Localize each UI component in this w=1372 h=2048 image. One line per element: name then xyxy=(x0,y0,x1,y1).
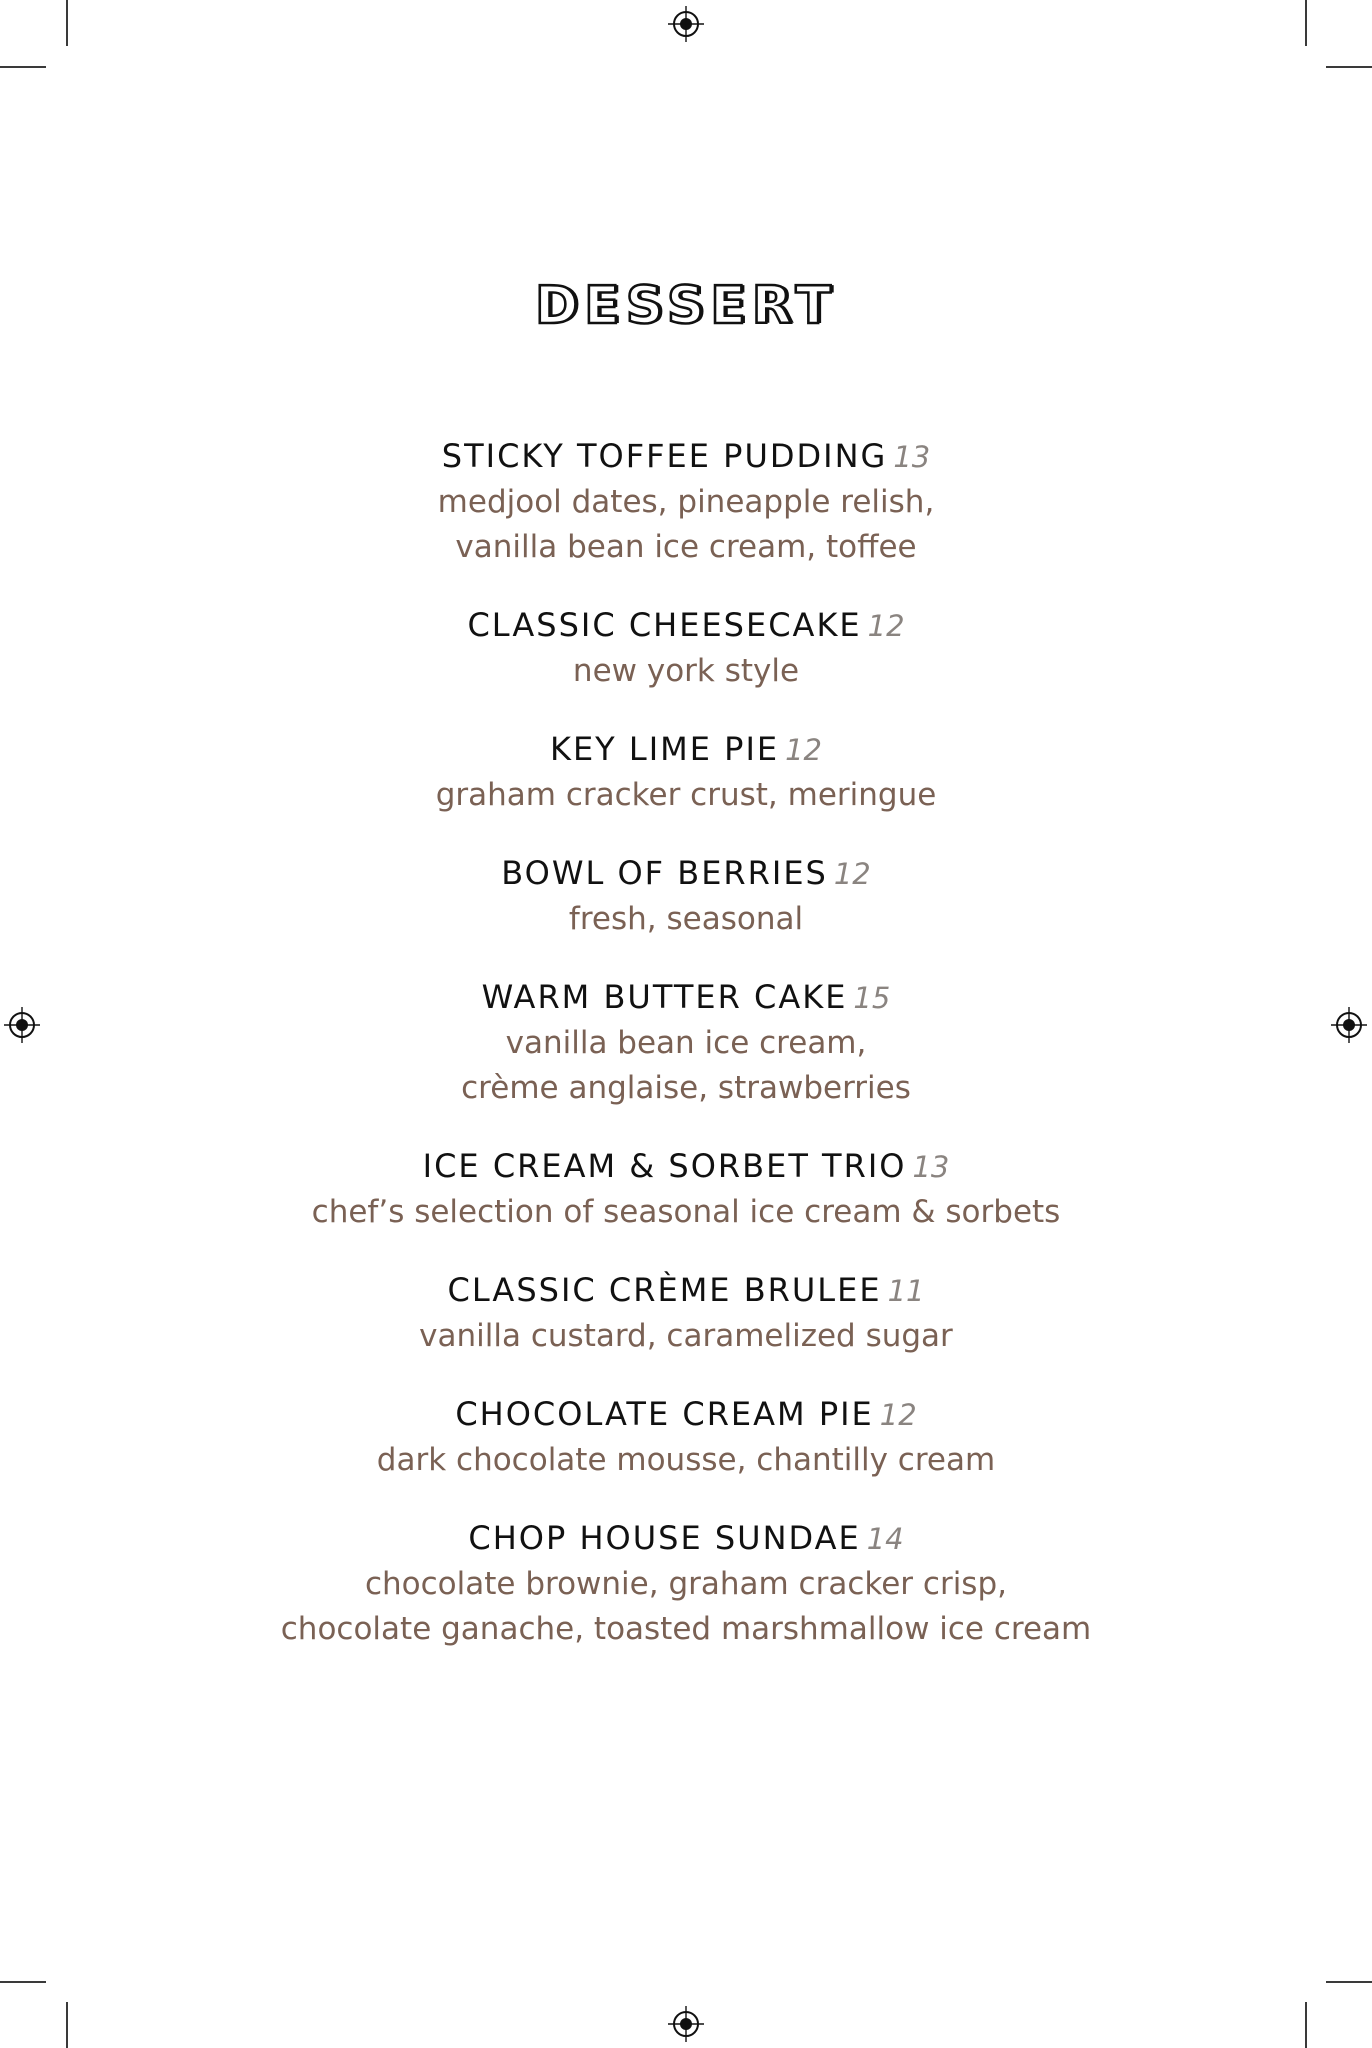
menu-item xyxy=(0,434,1372,570)
item-name: CLASSIC CRÈME BRULEE xyxy=(447,1271,882,1309)
crop-mark-icon xyxy=(1305,2002,1307,2048)
item-description: vanilla custard, caramelized sugar xyxy=(419,1318,953,1354)
item-price: 13 xyxy=(912,1150,950,1184)
item-description: graham cracker crust, meringue xyxy=(435,777,937,813)
item-name: CLASSIC CHEESECAKE xyxy=(467,606,862,644)
item-description: chef’s selection of seasonal ice cream & sorbets xyxy=(311,1194,1061,1230)
menu-item xyxy=(0,851,1372,942)
menu-item xyxy=(0,975,1372,1111)
item-price: 12 xyxy=(867,609,905,643)
crop-mark-icon xyxy=(0,1981,46,1983)
item-name: STICKY TOFFEE PUDDING xyxy=(441,437,888,475)
menu-item xyxy=(0,1268,1372,1359)
item-description: vanilla bean ice cream, toffee xyxy=(455,529,917,565)
page-title: DESSERT xyxy=(535,276,837,336)
registration-mark-icon xyxy=(668,2006,704,2042)
item-description: crème anglaise, strawberries xyxy=(461,1070,911,1106)
item-description: medjool dates, pineapple relish, xyxy=(437,484,935,520)
item-name: BOWL OF BERRIES xyxy=(501,854,828,892)
crop-mark-icon xyxy=(66,2002,68,2048)
item-price: 12 xyxy=(879,1398,917,1432)
item-name: KEY LIME PIE xyxy=(549,730,780,768)
item-description: fresh, seasonal xyxy=(568,901,804,937)
item-description: chocolate ganache, toasted marshmallow ice cream xyxy=(280,1611,1092,1647)
crop-mark-icon xyxy=(1326,1981,1372,1983)
item-price: 12 xyxy=(785,733,823,767)
menu-item xyxy=(0,603,1372,694)
item-name: WARM BUTTER CAKE xyxy=(481,978,848,1016)
crop-mark-icon xyxy=(0,66,46,68)
menu-item xyxy=(0,727,1372,818)
item-description: chocolate brownie, graham cracker crisp, xyxy=(364,1566,1007,1602)
item-price: 13 xyxy=(893,440,931,474)
item-description: vanilla bean ice cream, xyxy=(505,1025,867,1061)
menu-item xyxy=(0,1516,1372,1652)
dessert-menu xyxy=(0,434,1372,1685)
item-price: 14 xyxy=(866,1522,904,1556)
crop-mark-icon xyxy=(66,0,68,46)
item-description: dark chocolate mousse, chantilly cream xyxy=(376,1442,996,1478)
item-price: 15 xyxy=(853,981,891,1015)
menu-item xyxy=(0,1392,1372,1483)
menu-item xyxy=(0,1144,1372,1235)
item-name: CHOP HOUSE SUNDAE xyxy=(468,1519,861,1557)
item-description: new york style xyxy=(572,653,800,689)
item-price: 11 xyxy=(887,1274,925,1308)
item-price: 12 xyxy=(833,857,871,891)
item-name: ICE CREAM & SORBET TRIO xyxy=(422,1147,907,1185)
registration-mark-icon xyxy=(668,6,704,42)
crop-mark-icon xyxy=(1326,66,1372,68)
crop-mark-icon xyxy=(1305,0,1307,46)
item-name: CHOCOLATE CREAM PIE xyxy=(455,1395,874,1433)
